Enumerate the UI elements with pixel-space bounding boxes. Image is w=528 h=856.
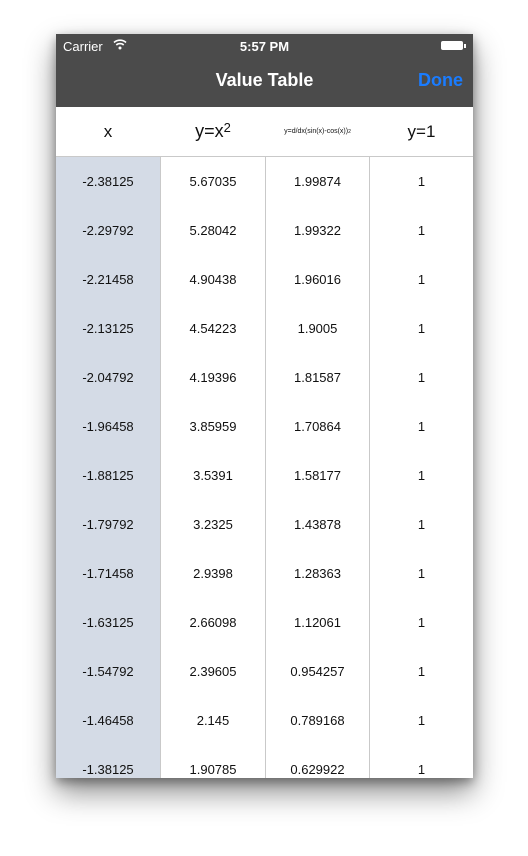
battery-icon (441, 41, 463, 50)
table-row[interactable] (56, 304, 473, 353)
cell-y-one: 1 (417, 272, 426, 287)
header-y-derivative-base: y=d/dx(sin(x)-cos(x)) (284, 128, 349, 135)
status-time: 5:57 PM (239, 39, 290, 54)
cell-x: -1.38125 (82, 762, 134, 777)
table-row[interactable] (56, 549, 473, 598)
cell-y-x-squared: 3.2325 (193, 517, 233, 532)
cell-y-x-squared: 2.66098 (189, 615, 237, 630)
cell-y-one: 1 (417, 419, 426, 434)
cell-y-one: 1 (417, 664, 426, 679)
cell-y-derivative: 1.99874 (294, 174, 341, 189)
cell-x: -2.13125 (82, 321, 134, 336)
cell-y-one: 1 (417, 321, 426, 336)
cell-y-derivative: 0.789168 (290, 713, 345, 728)
header-y-derivative (266, 107, 369, 156)
table-row[interactable] (56, 696, 473, 745)
cell-y-one: 1 (417, 223, 426, 238)
table-row[interactable] (56, 598, 473, 647)
cell-y-one: 1 (417, 615, 426, 630)
cell-x: -2.04792 (82, 370, 134, 385)
cell-y-x-squared: 1.90785 (189, 762, 237, 777)
cell-y-one: 1 (417, 517, 426, 532)
cell-y-x-squared: 2.145 (196, 713, 230, 728)
table-row[interactable] (56, 500, 473, 549)
table-row[interactable] (56, 745, 473, 778)
table-header (56, 107, 473, 157)
table-row[interactable] (56, 451, 473, 500)
cell-y-one: 1 (417, 468, 426, 483)
cell-y-one: 1 (417, 762, 426, 777)
cell-y-derivative: 1.81587 (294, 370, 341, 385)
status-bar (56, 34, 473, 56)
table-row[interactable] (56, 255, 473, 304)
cell-y-x-squared: 5.28042 (189, 223, 237, 238)
page-title: Value Table (215, 70, 314, 90)
table-row[interactable] (56, 647, 473, 696)
table-row[interactable] (56, 157, 473, 206)
cell-y-x-squared: 2.9398 (193, 566, 233, 581)
carrier-label: Carrier (63, 39, 103, 54)
cell-x: -2.38125 (82, 174, 134, 189)
header-y-x-squared-base: y=x (195, 121, 224, 141)
cell-y-x-squared: 3.5391 (193, 468, 233, 483)
cell-x: -1.63125 (82, 615, 134, 630)
header-y-derivative-exponent: 2 (348, 128, 351, 135)
cell-y-derivative: 1.58177 (294, 468, 341, 483)
cell-y-derivative: 1.28363 (294, 566, 341, 581)
cell-y-x-squared: 3.85959 (189, 419, 237, 434)
cell-y-one: 1 (417, 370, 426, 385)
table-row[interactable] (56, 402, 473, 451)
cell-y-derivative: 0.629922 (290, 762, 345, 777)
cell-y-derivative: 1.43878 (294, 517, 341, 532)
header-y-x-squared (161, 107, 265, 156)
cell-x: -2.29792 (82, 223, 134, 238)
cell-y-derivative: 1.70864 (294, 419, 341, 434)
cell-x: -1.79792 (82, 517, 134, 532)
done-button[interactable]: Done (418, 70, 463, 90)
cell-y-one: 1 (417, 174, 426, 189)
header-x: x (103, 121, 113, 141)
cell-y-derivative: 1.12061 (294, 615, 341, 630)
cell-y-x-squared: 5.67035 (189, 174, 237, 189)
cell-x: -1.88125 (82, 468, 134, 483)
table-row[interactable] (56, 206, 473, 255)
navigation-bar (56, 34, 473, 107)
cell-y-x-squared: 4.54223 (189, 321, 237, 336)
cell-y-x-squared: 4.19396 (189, 370, 237, 385)
header-y-one: y=1 (407, 121, 436, 141)
cell-y-derivative: 1.99322 (294, 223, 341, 238)
cell-y-x-squared: 2.39605 (189, 664, 237, 679)
phone-screen (56, 34, 473, 778)
cell-y-derivative: 1.96016 (294, 272, 341, 287)
cell-x: -1.71458 (82, 566, 134, 581)
cell-y-x-squared: 4.90438 (189, 272, 237, 287)
header-y-x-squared-exponent: 2 (223, 120, 231, 135)
table-row[interactable] (56, 353, 473, 402)
cell-y-one: 1 (417, 566, 426, 581)
cell-y-one: 1 (417, 713, 426, 728)
cell-x: -1.96458 (82, 419, 134, 434)
cell-x: -1.46458 (82, 713, 134, 728)
cell-x: -2.21458 (82, 272, 134, 287)
cell-y-derivative: 0.954257 (290, 664, 345, 679)
cell-x: -1.54792 (82, 664, 134, 679)
cell-y-derivative: 1.9005 (297, 321, 338, 336)
